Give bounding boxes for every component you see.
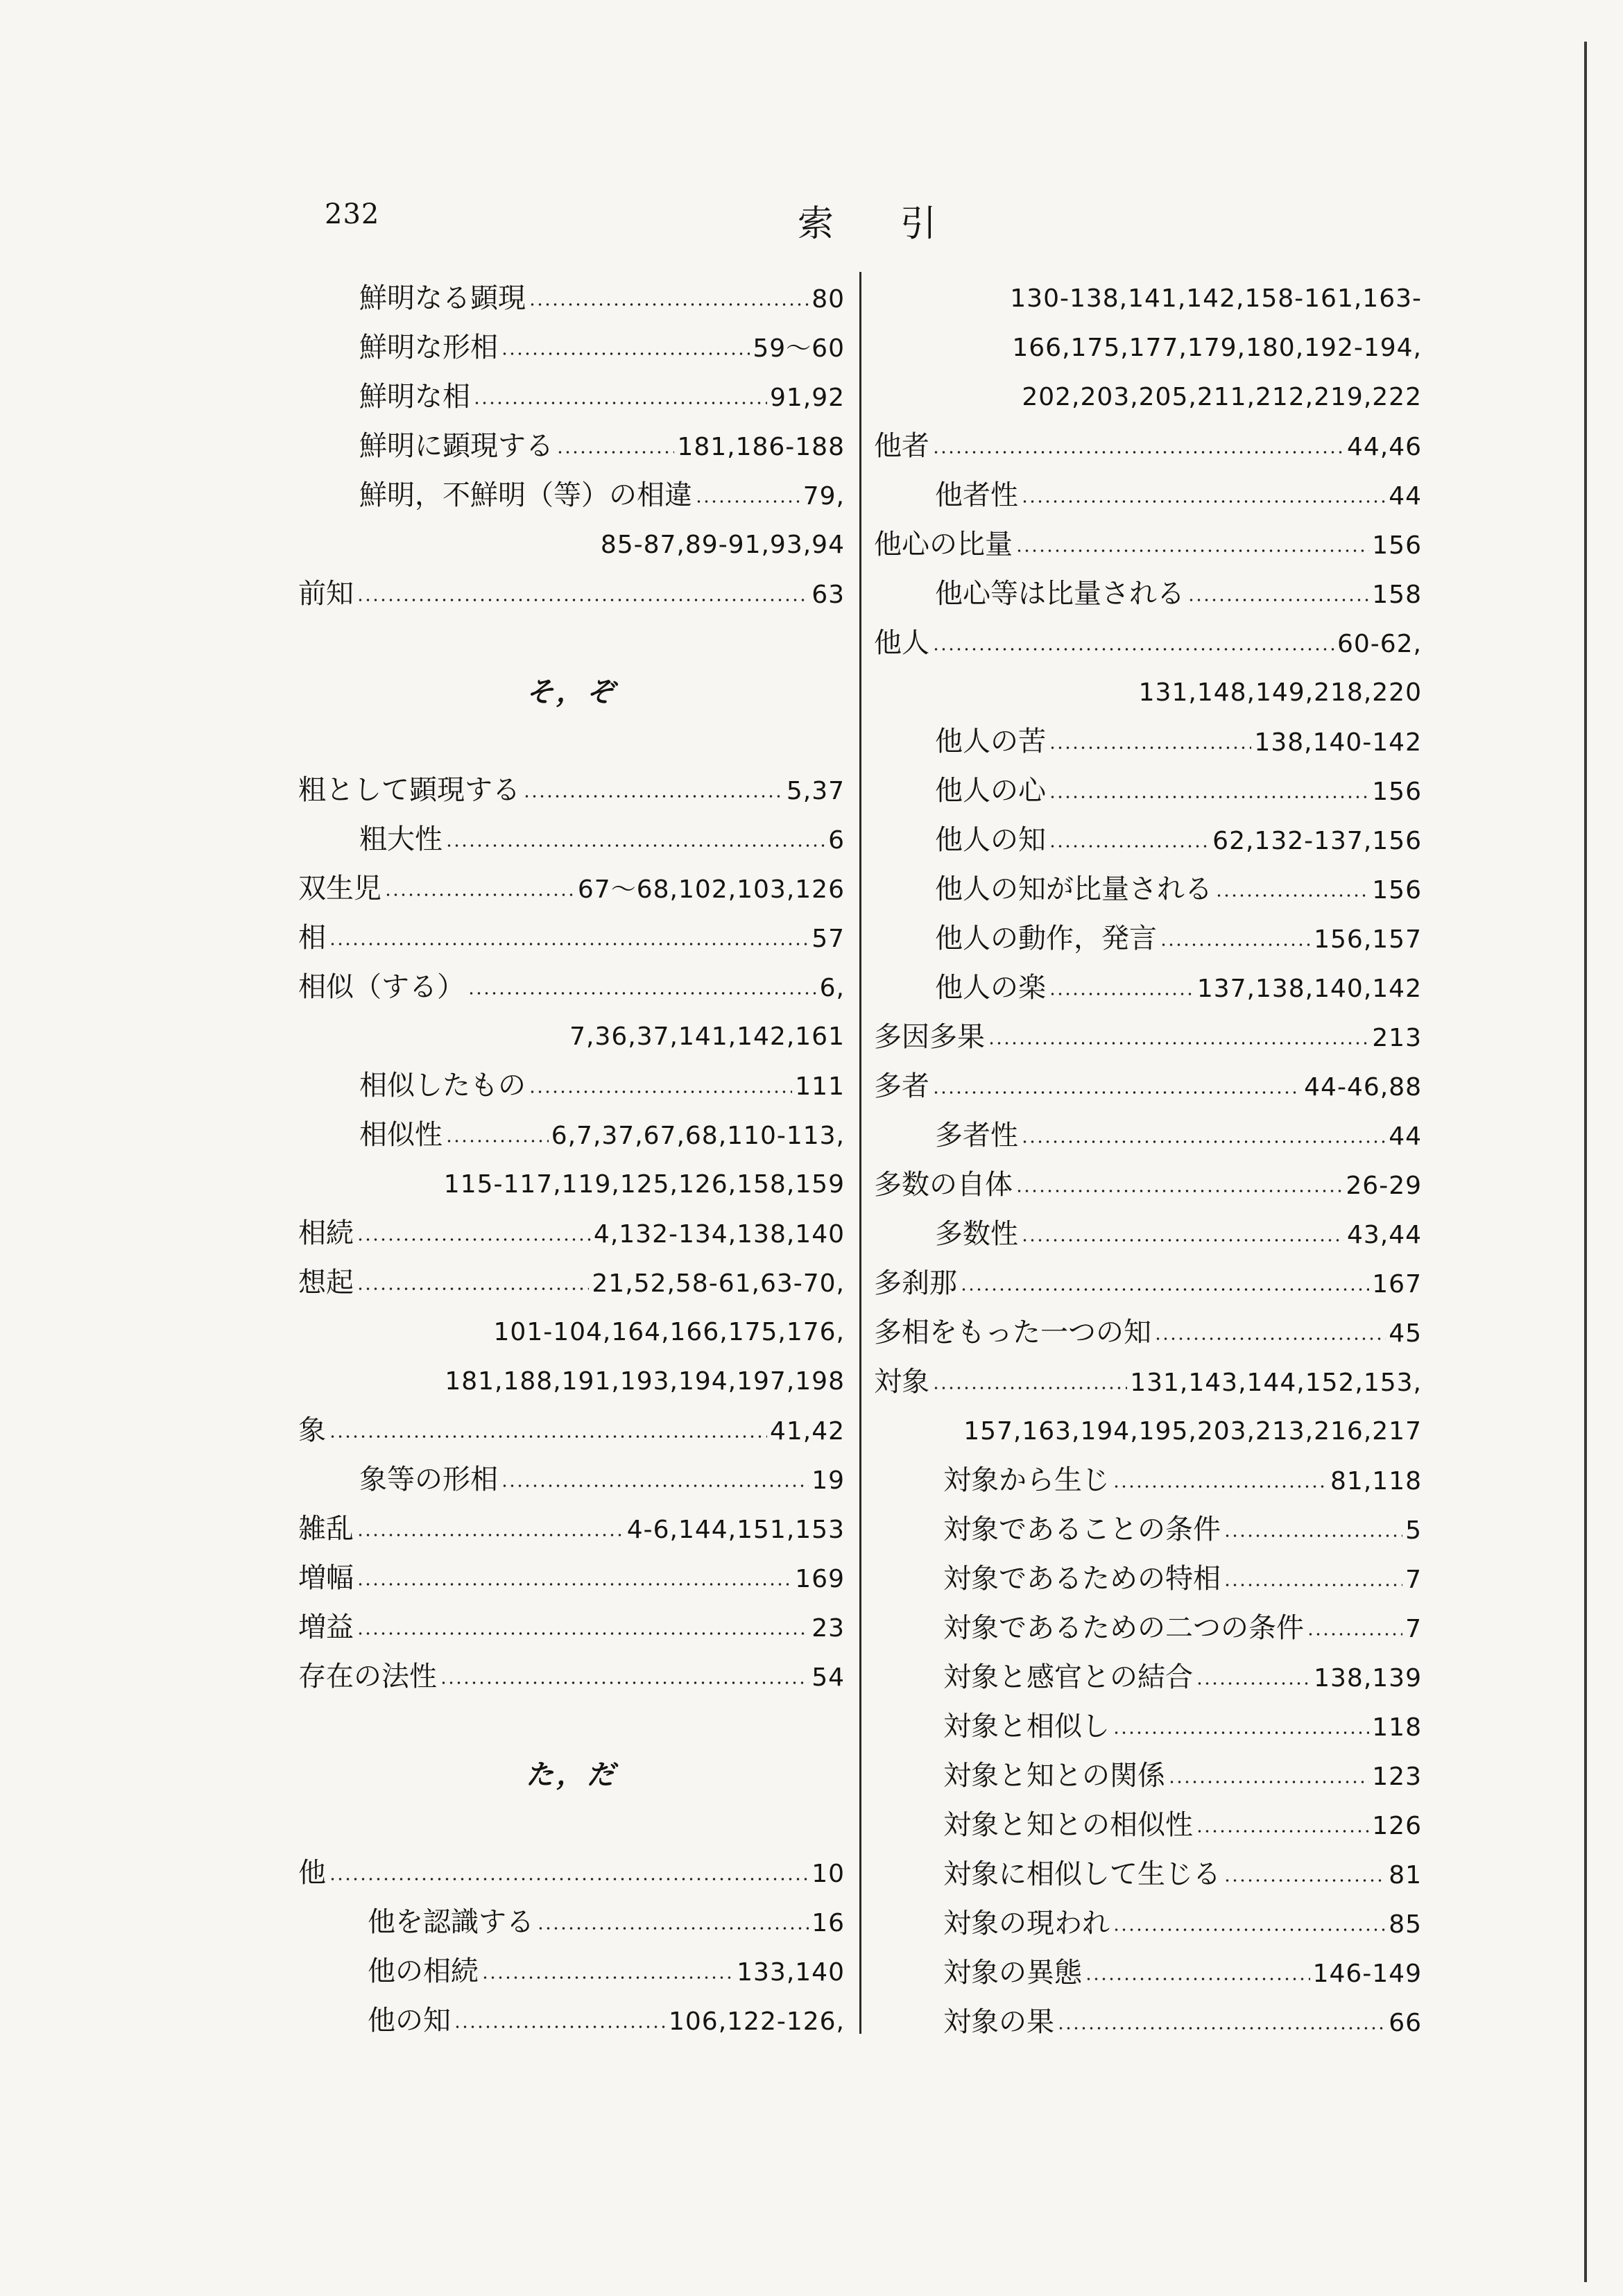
index-term: 粗として顕現する xyxy=(298,774,520,806)
index-term: 雑乱 xyxy=(298,1513,354,1545)
dot-leader xyxy=(695,499,800,504)
page-refs-continuation: 181,188,191,193,194,197,198 xyxy=(445,1367,845,1396)
dot-leader xyxy=(1113,1927,1386,1933)
dot-leader xyxy=(1168,1779,1369,1785)
index-term: 他者性 xyxy=(935,479,1018,511)
index-entry xyxy=(874,1653,1422,1702)
page-refs: 62,132-137,156 xyxy=(1212,827,1422,855)
index-term: 増幅 xyxy=(298,1562,354,1594)
dot-leader xyxy=(357,1582,792,1587)
dot-leader xyxy=(384,892,575,898)
dot-leader xyxy=(357,597,809,603)
index-term: 象等の形相 xyxy=(359,1464,498,1496)
index-entry xyxy=(298,1898,845,1947)
page-refs: 111 xyxy=(795,1072,845,1101)
index-term: 相 xyxy=(298,922,326,954)
page-refs-continuation: 130-138,141,142,158-161,163- xyxy=(1010,284,1422,313)
index-entry xyxy=(874,717,1422,766)
index-term: 他を認識する xyxy=(368,1906,534,1938)
page-refs: 169 xyxy=(795,1565,845,1593)
dot-leader xyxy=(1113,1730,1369,1736)
page-refs-continuation: 131,148,149,218,220 xyxy=(1138,678,1422,707)
index-term: 他者 xyxy=(874,430,929,462)
dot-leader xyxy=(473,400,767,406)
page-refs: 131,143,144,152,153, xyxy=(1130,1369,1422,1397)
page-refs: 156 xyxy=(1372,778,1422,806)
index-entry xyxy=(298,1455,845,1505)
index-entry xyxy=(298,1209,845,1258)
index-entry xyxy=(874,1308,1422,1357)
index-term: 対象であるための二つの条件 xyxy=(943,1612,1304,1644)
dot-leader xyxy=(932,449,1344,455)
index-entry xyxy=(874,1554,1422,1604)
index-entry xyxy=(298,422,845,471)
index-entry xyxy=(874,569,1422,619)
index-term: 相似（する） xyxy=(298,971,465,1003)
index-entry xyxy=(874,1259,1422,1308)
index-entry xyxy=(874,1998,1422,2047)
index-entry xyxy=(874,1801,1422,1850)
index-entry xyxy=(874,1160,1422,1210)
section-heading: そ，ぞ xyxy=(526,676,617,708)
dot-leader xyxy=(523,794,784,799)
index-term: 対象の現われ xyxy=(943,1908,1110,1939)
dot-leader xyxy=(329,941,809,947)
page-refs-continuation: 157,163,194,195,203,213,216,217 xyxy=(963,1417,1422,1446)
index-entry xyxy=(298,1406,845,1455)
page-refs: 126 xyxy=(1372,1812,1422,1840)
index-entry xyxy=(874,1111,1422,1160)
page-refs: 26-29 xyxy=(1346,1172,1422,1200)
page-title: 索引 xyxy=(798,203,1004,245)
index-entry xyxy=(298,1554,845,1603)
index-entry xyxy=(298,1947,845,1996)
dot-leader xyxy=(960,1287,1369,1292)
index-term: 双生児 xyxy=(298,873,381,905)
dot-leader xyxy=(329,1876,809,1882)
dot-leader xyxy=(529,302,809,307)
page-refs: 167 xyxy=(1372,1270,1422,1299)
dot-leader xyxy=(357,1237,591,1242)
index-entry xyxy=(874,1899,1422,1948)
page-refs: 5,37 xyxy=(786,777,845,805)
page-refs: 81 xyxy=(1389,1861,1422,1890)
index-term: 鮮明に顕現する xyxy=(359,430,553,462)
index-term: 相似したもの xyxy=(359,1070,526,1102)
index-term: 他人の知 xyxy=(935,824,1046,856)
dot-leader xyxy=(529,1089,792,1095)
index-term: 他人 xyxy=(874,627,929,659)
index-term: 対象と知との相似性 xyxy=(943,1809,1193,1841)
dot-leader xyxy=(440,1680,809,1686)
index-entry xyxy=(874,914,1422,963)
index-term: 他人の心 xyxy=(935,775,1046,807)
index-entry xyxy=(298,1652,845,1702)
dot-leader xyxy=(1223,1533,1402,1539)
dot-leader xyxy=(454,2024,666,2030)
page-refs: 6,7,37,67,68,110-113, xyxy=(551,1122,845,1150)
dot-leader xyxy=(988,1040,1369,1046)
page-refs-continuation: 202,203,205,211,212,219,222 xyxy=(1022,383,1422,411)
dot-leader xyxy=(932,1090,1301,1095)
page-refs-continuation: 166,175,177,179,180,192-194, xyxy=(1012,334,1422,362)
page-refs: 4,132-134,138,140 xyxy=(593,1220,845,1249)
index-entry xyxy=(874,422,1422,471)
index-term: 多刹那 xyxy=(874,1267,957,1299)
left-column xyxy=(298,274,845,2046)
column-divider xyxy=(859,272,861,2034)
page-refs: 118 xyxy=(1372,1713,1422,1742)
index-term: 鮮明な形相 xyxy=(359,332,498,363)
index-entry xyxy=(874,471,1422,520)
page-refs-continuation: 85-87,89-91,93,94 xyxy=(600,531,845,559)
page-refs: 156 xyxy=(1372,531,1422,560)
index-entry xyxy=(298,569,845,619)
index-term: 他の相続 xyxy=(368,1955,479,1987)
index-entry xyxy=(298,372,845,422)
page-refs: 213 xyxy=(1372,1024,1422,1052)
dot-leader xyxy=(357,1532,624,1538)
dot-leader xyxy=(1307,1631,1402,1637)
page-refs: 80 xyxy=(812,285,845,314)
page-refs: 7 xyxy=(1405,1566,1422,1594)
dot-leader xyxy=(481,1975,734,1980)
page-refs: 156 xyxy=(1372,876,1422,905)
page-refs: 158 xyxy=(1372,581,1422,609)
dot-leader xyxy=(537,1926,809,1931)
index-entry xyxy=(874,1062,1422,1111)
dot-leader xyxy=(501,351,750,357)
dot-leader xyxy=(1187,597,1369,603)
index-entry xyxy=(298,1111,845,1160)
index-term: 鮮明，不鮮明（等）の相違 xyxy=(359,479,692,511)
index-entry xyxy=(874,1948,1422,1998)
dot-leader xyxy=(932,646,1334,652)
index-term: 相似性 xyxy=(359,1119,443,1151)
page-refs: 44 xyxy=(1389,482,1422,511)
page-refs: 60-62, xyxy=(1337,630,1422,658)
index-entry xyxy=(298,815,845,864)
dot-leader xyxy=(467,991,817,996)
index-entry xyxy=(874,1702,1422,1751)
page-refs: 106,122-126, xyxy=(668,2007,845,2036)
index-term: 多者 xyxy=(874,1070,929,1102)
index-term: 前知 xyxy=(298,578,354,610)
page-refs: 21,52,58-61,63-70, xyxy=(592,1269,845,1298)
index-entry xyxy=(298,766,845,815)
page-refs: 41,42 xyxy=(769,1417,845,1446)
page-refs-continuation: 7,36,37,141,142,161 xyxy=(569,1022,845,1051)
page-refs: 63 xyxy=(812,581,845,609)
page-refs: 79, xyxy=(802,482,845,511)
dot-leader xyxy=(1160,942,1311,948)
index-entry xyxy=(298,471,845,520)
index-term: 他人の楽 xyxy=(935,972,1046,1004)
page-refs: 81,118 xyxy=(1330,1467,1422,1496)
index-term: 対象と相似し xyxy=(943,1711,1110,1742)
index-entry xyxy=(874,1456,1422,1505)
index-entry xyxy=(298,323,845,372)
dot-leader xyxy=(357,1631,809,1636)
page-edge-line xyxy=(1584,42,1587,2282)
index-entry xyxy=(298,274,845,323)
page-refs-continuation: 101-104,164,166,175,176, xyxy=(493,1318,845,1346)
right-column xyxy=(874,274,1422,2047)
index-term: 対象であることの条件 xyxy=(943,1514,1221,1545)
dot-leader xyxy=(1085,1976,1310,1982)
page-refs: 45 xyxy=(1389,1319,1422,1348)
dot-leader xyxy=(1021,1139,1386,1145)
index-term: 対象であるための特相 xyxy=(943,1563,1221,1595)
index-term: 多因多果 xyxy=(874,1021,985,1053)
index-term: 想起 xyxy=(298,1267,354,1299)
dot-leader xyxy=(1015,548,1369,554)
dot-leader xyxy=(1049,991,1194,997)
index-term: 他心の比量 xyxy=(874,529,1013,560)
index-entry xyxy=(874,1604,1422,1653)
index-entry xyxy=(874,816,1422,865)
page-refs: 6, xyxy=(819,974,845,1002)
index-entry xyxy=(874,1013,1422,1062)
index-term: 多相をもった一つの知 xyxy=(874,1317,1151,1348)
dot-leader xyxy=(445,843,825,848)
page-refs: 4-6,144,151,153 xyxy=(626,1516,845,1544)
page-refs: 59〜60 xyxy=(753,334,845,363)
index-entry xyxy=(874,1751,1422,1801)
page-refs: 7 xyxy=(1405,1615,1422,1643)
dot-leader xyxy=(1223,1878,1386,1883)
index-term: 粗大性 xyxy=(359,823,443,855)
index-entry xyxy=(298,1505,845,1554)
page-refs: 138,140-142 xyxy=(1254,728,1422,757)
dot-leader xyxy=(329,1434,767,1439)
page-refs: 19 xyxy=(812,1466,845,1495)
index-entry xyxy=(874,766,1422,816)
index-term: 他人の苦 xyxy=(935,726,1046,757)
page-refs: 43,44 xyxy=(1346,1221,1422,1249)
page-refs: 156,157 xyxy=(1314,925,1422,954)
index-entry xyxy=(874,619,1422,668)
index-term: 他の知 xyxy=(368,2005,451,2037)
dot-leader xyxy=(501,1483,809,1489)
page-number: 232 xyxy=(325,198,380,230)
page-refs: 44-46,88 xyxy=(1304,1073,1422,1102)
page-refs: 54 xyxy=(812,1663,845,1692)
page-refs: 137,138,140,142 xyxy=(1196,975,1422,1003)
index-term: 対象と知との関係 xyxy=(943,1760,1165,1792)
index-term: 対象と感官との結合 xyxy=(943,1661,1193,1693)
dot-leader xyxy=(1154,1336,1386,1342)
dot-leader xyxy=(1113,1484,1328,1489)
index-entry xyxy=(298,1849,845,1898)
index-term: 対象の異態 xyxy=(943,1957,1082,1989)
page-refs: 5 xyxy=(1405,1516,1422,1545)
dot-leader xyxy=(1049,843,1210,849)
index-term: 他人の動作，発言 xyxy=(935,923,1157,954)
index-term: 鮮明な相 xyxy=(359,381,470,413)
dot-leader xyxy=(932,1385,1127,1391)
page-refs-continuation: 115-117,119,125,126,158,159 xyxy=(443,1170,845,1199)
index-entry xyxy=(298,1603,845,1652)
index-term: 多数性 xyxy=(935,1218,1018,1250)
index-entry xyxy=(874,1850,1422,1899)
dot-leader xyxy=(1049,745,1251,751)
dot-leader xyxy=(1215,893,1369,898)
dot-leader xyxy=(1223,1582,1402,1588)
dot-leader xyxy=(1196,1681,1311,1686)
index-term: 象 xyxy=(298,1414,326,1446)
dot-leader xyxy=(1021,1237,1344,1243)
page-refs: 16 xyxy=(812,1909,845,1937)
index-term: 多者性 xyxy=(935,1120,1018,1151)
page-refs: 181,186-188 xyxy=(677,433,845,461)
index-term: 他心等は比量される xyxy=(935,578,1185,610)
index-entry xyxy=(874,1505,1422,1554)
index-term: 対象に相似して生じる xyxy=(943,1858,1221,1890)
page-refs: 66 xyxy=(1389,2009,1422,2037)
page-refs: 6 xyxy=(828,826,845,855)
index-entry xyxy=(298,1258,845,1308)
dot-leader xyxy=(1049,794,1369,800)
page-refs: 146-149 xyxy=(1312,1960,1422,1988)
index-entry xyxy=(874,963,1422,1013)
dot-leader xyxy=(556,449,674,455)
index-entry xyxy=(298,864,845,914)
dot-leader xyxy=(445,1138,549,1144)
index-entry xyxy=(874,1210,1422,1259)
dot-leader xyxy=(1015,1188,1343,1194)
page-refs: 123 xyxy=(1372,1763,1422,1791)
index-term: 増益 xyxy=(298,1611,354,1643)
page-refs: 23 xyxy=(812,1614,845,1643)
section-heading: た，だ xyxy=(526,1758,617,1791)
index-term: 存在の法性 xyxy=(298,1661,437,1693)
page-refs: 44 xyxy=(1389,1122,1422,1151)
page-refs: 10 xyxy=(812,1860,845,1888)
page-refs: 138,139 xyxy=(1314,1664,1422,1693)
page-refs: 57 xyxy=(812,925,845,953)
index-entry xyxy=(874,520,1422,569)
index-entry xyxy=(298,963,845,1012)
dot-leader xyxy=(357,1286,589,1292)
page-refs: 91,92 xyxy=(769,384,845,412)
index-entry xyxy=(874,1357,1422,1407)
index-entry xyxy=(298,1061,845,1111)
dot-leader xyxy=(1021,499,1386,504)
page-refs: 44,46 xyxy=(1346,433,1422,461)
index-term: 他 xyxy=(298,1857,326,1889)
index-term: 対象から生じ xyxy=(943,1464,1110,1496)
dot-leader xyxy=(1196,1828,1369,1834)
index-term: 他人の知が比量される xyxy=(935,873,1212,905)
index-entry xyxy=(298,1996,845,2046)
index-term: 対象の果 xyxy=(943,2006,1054,2038)
dot-leader xyxy=(1057,2025,1386,2031)
page-refs: 133,140 xyxy=(737,1958,845,1987)
index-term: 対象 xyxy=(874,1366,929,1398)
index-term: 多数の自体 xyxy=(874,1169,1013,1201)
index-entry xyxy=(874,865,1422,914)
page-refs: 85 xyxy=(1389,1910,1422,1939)
page-refs: 67〜68,102,103,126 xyxy=(577,875,845,904)
index-term: 相続 xyxy=(298,1217,354,1249)
index-entry xyxy=(298,914,845,963)
index-term: 鮮明なる顕現 xyxy=(359,282,526,314)
